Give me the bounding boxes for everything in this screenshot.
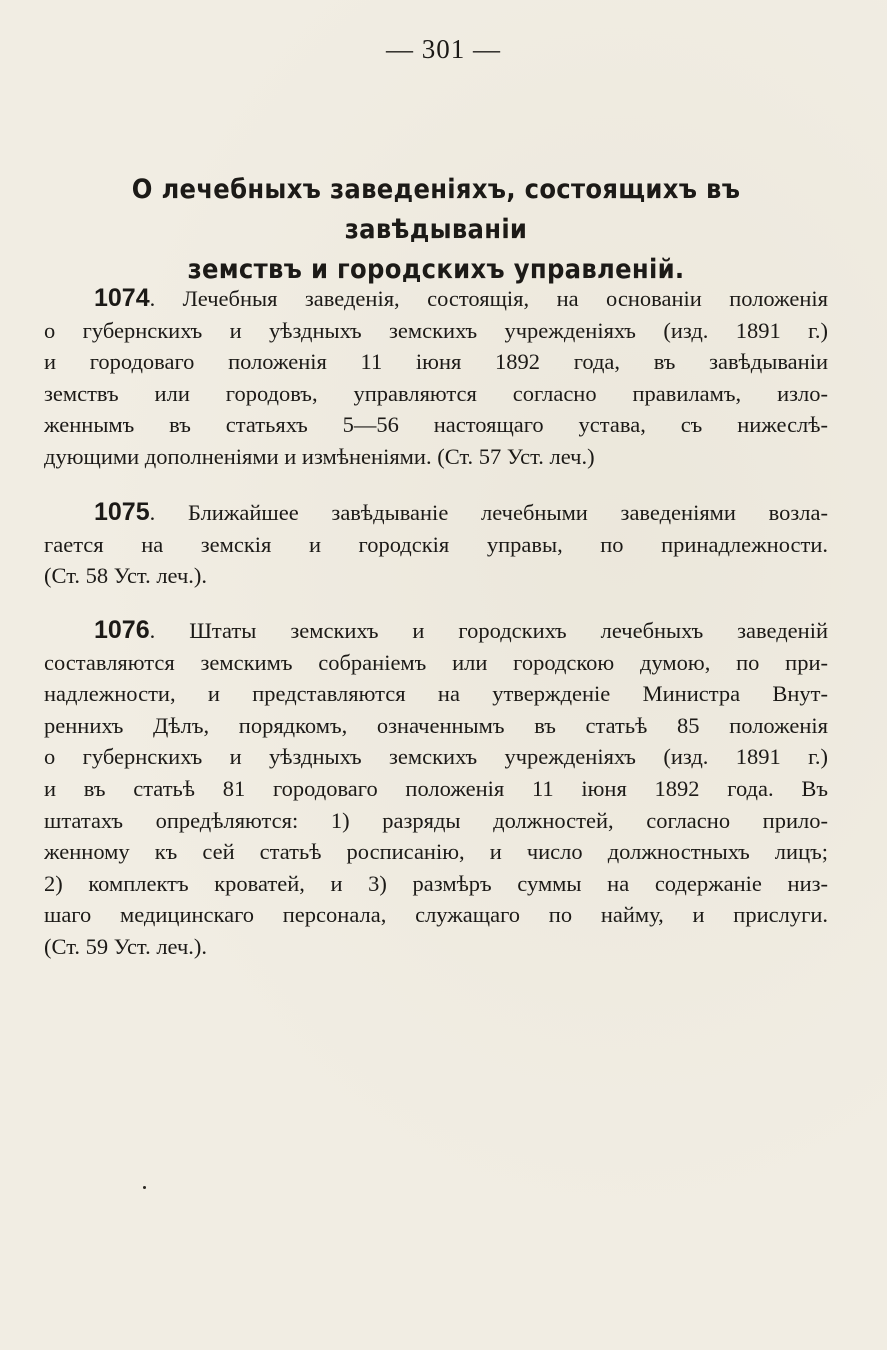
- article-line: и городоваго положенія 11 іюня 1892 года, въ завѣдываніи: [44, 349, 828, 375]
- article-line: гается на земскія и городскія управы, по принадлежности.: [44, 531, 828, 557]
- article-text: . Ближайшее завѣдываніе лечебными заведеніями возла-: [149, 500, 828, 525]
- article-line: шаго медицинскаго персонала, служащаго по найму, и прислуги.: [44, 902, 828, 928]
- article-1075: [44, 497, 828, 592]
- article-1074: [44, 283, 828, 473]
- article-number: 1076: [94, 616, 150, 644]
- article-1076: [44, 615, 828, 963]
- article-line: штатахъ опредѣляются: 1) разряды должностей, согласно прило-: [44, 807, 828, 833]
- article-line: (Ст. 59 Уст. леч.).: [44, 933, 208, 959]
- article-line: 2) комплектъ кроватей, и 3) размѣръ суммы на содержаніе низ-: [44, 870, 828, 896]
- article-line: надлежности, и представляются на утвержденіе Министра Внут-: [44, 681, 828, 707]
- section-title-line-1: О лечебныхъ заведеніяхъ, состоящихъ въ завѣдываніи: [131, 174, 741, 245]
- article-text: . Лечебныя заведенія, состоящія, на основаніи положенія: [149, 286, 828, 311]
- section-title-line-2: земствъ и городскихъ управленій.: [187, 254, 685, 285]
- article-line: о губернскихъ и уѣздныхъ земскихъ учрежденіяхъ (изд. 1891 г.): [44, 744, 828, 770]
- article-line: (Ст. 58 Уст. леч.).: [44, 563, 208, 589]
- article-first-line: [44, 615, 828, 647]
- article-first-line: [44, 497, 828, 529]
- article-line: о губернскихъ и уѣздныхъ земскихъ учрежденіяхъ (изд. 1891 г.): [44, 317, 828, 343]
- article-line: и въ статьѣ 81 городоваго положенія 11 іюня 1892 года. Въ: [44, 775, 828, 801]
- page-number: — 301 —: [386, 34, 501, 64]
- article-line: женному къ сей статьѣ росписанію, и число должностныхъ лицъ;: [44, 839, 828, 865]
- article-line: дующими дополненіями и измѣненіями. (Ст. 57 Уст. леч.): [44, 443, 595, 469]
- article-line: земствъ или городовъ, управляются согласно правиламъ, изло-: [44, 380, 828, 406]
- article-number: 1074: [94, 284, 150, 312]
- article-line: реннихъ Дѣлъ, порядкомъ, означеннымъ въ статьѣ 85 положенія: [44, 712, 828, 738]
- article-first-line: [44, 283, 828, 315]
- article-text: . Штаты земскихъ и городскихъ лечебныхъ заведеній: [149, 618, 828, 643]
- article-line: составляются земскимъ собраніемъ или городскою думою, по при-: [44, 649, 828, 675]
- paper-speck: [143, 1186, 146, 1189]
- section-title: [44, 170, 828, 290]
- article-number: 1075: [94, 498, 150, 526]
- article-line: женнымъ въ статьяхъ 5—56 настоящаго устава, съ нижеслѣ-: [44, 412, 828, 438]
